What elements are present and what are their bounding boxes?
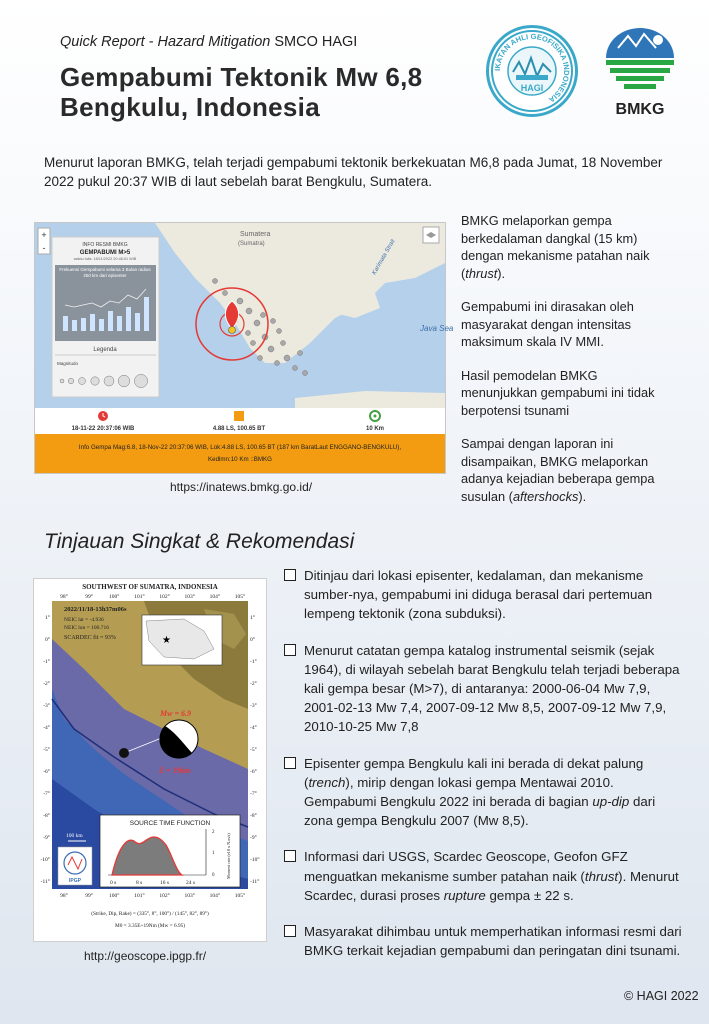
- ipgp-logo-text: IPGP: [69, 878, 81, 884]
- magnitudo-label: Magnitudo: [57, 361, 79, 366]
- recommendation-list: [284, 566, 684, 977]
- bmkg-emblem-icon: [600, 22, 680, 122]
- axis-tick-label: 1°: [45, 615, 50, 621]
- fig-foot-2: M0 = 3.35E+19Nm (Mw = 6.95): [114, 923, 186, 929]
- axis-tick-label: 0°: [250, 637, 255, 643]
- side-note-1: [461, 212, 661, 282]
- scardec-figure: [33, 578, 267, 942]
- axis-tick-label: -2°: [43, 681, 50, 687]
- side-note-3: Hasil pemodelan BMKG menunjukkan gempabumi ini tidak berpotensi tsunami: [461, 367, 655, 418]
- info-bar-line-2: Kedlmn:10 Km ::BMKG: [208, 456, 272, 463]
- axis-tick-label: -11°: [40, 879, 50, 885]
- kicker-label: Quick Report - Hazard Mitigation: [60, 34, 271, 50]
- axis-tick-label: 104°: [209, 594, 221, 600]
- kicker-org: SMCO HAGI: [274, 34, 358, 50]
- list-item-text: thrust: [584, 868, 619, 884]
- axis-tick-label: -5°: [43, 747, 50, 753]
- axis-tick-label: -6°: [250, 769, 257, 775]
- list-item-text: ), mirip dengan lokasi gempa Mentawai 2010. Gempabumi Bengkulu 2022 ini berada di bagian: [304, 774, 614, 810]
- list-item-text: Masyarakat dihimbau untuk memperhatikan informasi resmi dari BMKG terkait kejadian gempabumi dan peringatan dini tsunami.: [304, 924, 682, 959]
- axis-tick-label: -11°: [250, 879, 260, 885]
- fig-info-3: NEIC lon = 100.716: [64, 625, 109, 631]
- side-notes: [461, 212, 661, 521]
- axis-tick-label: 105°: [234, 893, 246, 899]
- axis-tick-label: -8°: [250, 813, 257, 819]
- report-kicker: [60, 34, 357, 50]
- map2-caption[interactable]: http://geoscope.ipgp.fr/: [84, 949, 207, 963]
- list-item: [284, 922, 684, 960]
- axis-tick-label: 0°: [45, 637, 50, 643]
- stf-x-8: 8 s: [136, 880, 143, 886]
- list-item-text: dari zona gempa Bengkulu 2007 (Mw 8,5).: [304, 794, 656, 829]
- axis-tick-label: 99°: [85, 594, 93, 600]
- legend-label: Legenda: [93, 347, 117, 353]
- side-note-4-em: aftershocks: [512, 488, 579, 504]
- axis-tick-label: -1°: [250, 659, 257, 665]
- copyright-credit: © HAGI 2022: [624, 989, 699, 1003]
- fig-info-4: SCARDEC fit = 93%: [64, 635, 116, 641]
- fig-info-2: NEIC lat = -4.936: [64, 617, 104, 623]
- place-sumatra: (Sumatra): [238, 241, 265, 247]
- axis-tick-label: 101°: [134, 893, 145, 899]
- zoom-out-button[interactable]: -: [42, 243, 46, 253]
- checkbox-icon: [284, 850, 296, 862]
- axis-tick-label: -5°: [250, 747, 257, 753]
- axis-tick-label: 105°: [234, 594, 246, 600]
- stf-y-2: 2: [212, 830, 215, 835]
- list-item: [284, 847, 684, 905]
- axis-tick-label: 100°: [109, 893, 120, 899]
- axis-tick-label: 104°: [209, 893, 221, 899]
- place-java-sea: Java Sea: [420, 324, 454, 333]
- place-karimata: Karimata Strait: [371, 238, 397, 276]
- location-icon: [234, 411, 244, 421]
- panel-title: INFO RESMI BMKG: [82, 242, 128, 248]
- side-note-1-end: ).: [497, 265, 506, 281]
- side-note-4: [461, 435, 661, 505]
- axis-tick-label: -4°: [250, 725, 257, 731]
- place-sumatera: Sumatera: [240, 231, 271, 238]
- list-item: [284, 754, 684, 831]
- svg-text:★: ★: [162, 635, 171, 646]
- list-item: [284, 641, 684, 737]
- intro-paragraph: Menurut laporan BMKG, telah terjadi gempabumi tektonik berkekuatan M6,8 pada Jumat, 18 November 2022 pukul 20:37 WIB di laut sebelah barat Bengkulu, Sumatera.: [44, 155, 663, 189]
- panel-subtitle: GEMPABUMI M>5: [79, 250, 131, 256]
- bmkg-logo-text: BMKG: [615, 101, 665, 118]
- hist-title: Frekuensi Gempabumi selama 3 Bulan radius 250 km dari episenter: [59, 267, 151, 278]
- stf-x-0: 0 s: [110, 880, 117, 886]
- axis-tick-label: -10°: [40, 857, 50, 863]
- fig-title: SOUTHWEST OF SUMATRA, INDONESIA: [82, 583, 218, 591]
- side-note-1-em: thrust: [465, 265, 498, 281]
- axis-tick-label: -1°: [43, 659, 50, 665]
- hagi-emblem-icon: [486, 25, 578, 117]
- list-item-text: Informasi dari USGS, Scardec Geoscope, Geofon GFZ menguatkan mekanisme sumber patahan naik (: [304, 849, 628, 884]
- axis-tick-label: 98°: [60, 594, 68, 600]
- axis-tick-label: -8°: [43, 813, 50, 819]
- axis-tick-label: 103°: [184, 594, 195, 600]
- hagi-logo-text: HAGI: [520, 83, 544, 93]
- page-title: [60, 62, 422, 122]
- side-note-4-end: ).: [578, 488, 587, 504]
- axis-tick-label: -10°: [250, 857, 260, 863]
- title-line-2: Bengkulu, Indonesia: [60, 92, 320, 122]
- checkbox-icon: [284, 925, 296, 937]
- axis-tick-label: 1°: [250, 615, 255, 621]
- axis-tick-label: -6°: [43, 769, 50, 775]
- axis-tick-label: 100°: [109, 594, 120, 600]
- panel-small: waktu tulis: 18/11/2022 20:46:51 WIB: [73, 257, 137, 261]
- list-item-text: trench: [308, 774, 346, 790]
- axis-tick-label: -2°: [250, 681, 257, 687]
- list-item-text: gempa ± 22 s.: [485, 887, 574, 903]
- axis-tick-label: 102°: [159, 594, 170, 600]
- axis-tick-label: -9°: [250, 835, 257, 841]
- map1-caption[interactable]: https://inatews.bmkg.go.id/: [170, 480, 313, 494]
- bmkg-map-screenshot: [34, 222, 454, 474]
- list-item-text: ). Menurut Scardec, durasi proses: [304, 868, 679, 903]
- hagi-ring-text: IKATAN AHLI GEOFISIKA INDONESIA: [492, 31, 572, 105]
- checkbox-icon: [284, 757, 296, 769]
- stf-x-16: 16 s: [160, 880, 170, 886]
- list-item-text: up-dip: [592, 794, 630, 810]
- axis-tick-label: 99°: [85, 893, 93, 899]
- stf-ylabel: Moment rate (e18 x N.m/s): [226, 833, 231, 879]
- info-bar-line-1: Info Gempa Mag:6.8, 18-Nov-22 20:37:06 WIB, Lok:4.88 LS, 100.65 BT (187 km BaratLaut ENGGANO-BENGKULU),: [78, 444, 402, 451]
- axis-tick-label: -3°: [250, 703, 257, 709]
- fig-foot-1: (Strike, Dip, Rake) = (335°, 8°, 100°) / (145°, 82°, 89°): [91, 911, 209, 917]
- section-title: Tinjauan Singkat & Rekomendasi: [44, 530, 355, 553]
- scale-label: 100 km: [66, 833, 83, 839]
- title-line-1: Gempabumi Tektonik Mw 6,8: [60, 62, 423, 92]
- axis-tick-label: -9°: [43, 835, 50, 841]
- list-item: [284, 566, 684, 624]
- mw-label: Mw = 6.9: [160, 709, 192, 718]
- axis-tick-label: -7°: [250, 791, 257, 797]
- zoom-in-button[interactable]: +: [41, 230, 47, 240]
- stf-y-1: 1: [212, 851, 215, 856]
- stf-title: SOURCE TIME FUNCTION: [129, 820, 211, 827]
- depth-label: Z = 19km: [159, 766, 191, 775]
- info-location: 4.88 LS, 100.65 BT: [212, 426, 266, 432]
- list-item-text: Ditinjau dari lokasi episenter, kedalaman, dan mekanisme sumber-nya, gempabumi ini diduga berasal dari pertemuan lempeng tektonik (zona subduksi).: [304, 568, 653, 622]
- stf-x-24: 24 s: [186, 880, 196, 886]
- axis-tick-label: -7°: [43, 791, 50, 797]
- axis-tick-label: 98°: [60, 893, 68, 899]
- checkbox-icon: [284, 569, 296, 581]
- axis-tick-label: 101°: [134, 594, 145, 600]
- side-note-1-text: BMKG melaporkan gempa berkedalaman dangkal (15 km) dengan mekanisme patahan naik (: [461, 213, 650, 281]
- info-depth: 10 Km: [365, 426, 385, 432]
- axis-tick-label: 102°: [159, 893, 170, 899]
- axis-tick-label: 103°: [184, 893, 195, 899]
- info-time: 18-11-22 20:37:06 WIB: [71, 426, 135, 432]
- side-note-2: Gempabumi ini dirasakan oleh masyarakat dengan intensitas maksimum skala IV MMI.: [461, 299, 634, 349]
- stf-y-0: 0: [212, 873, 215, 878]
- list-item-text: Menurut catatan gempa katalog instrumental seismik (sejak 1964), di wilayah sebelah barat Bengkulu telah terjadi beberapa kali gempa besar (M>7), di antaranya: 2000-06-04 Mw 7,9, 2001-02-13 Mw 7,4, 2007-09-12 Mw 8,5, 2007-09-12 Mw 7,9, 2010-10-25 Mw 7,8: [304, 642, 680, 735]
- list-item-text: Episenter gempa Bengkulu kali ini berada di dekat palung (: [304, 755, 644, 790]
- list-item-text: rupture: [443, 887, 486, 903]
- side-note-4-text: Sampai dengan laporan ini disampaikan, BMKG melaporkan adanya kejadian beberapa gempa susulan (: [461, 436, 655, 504]
- checkbox-icon: [284, 644, 296, 656]
- fig-info-1: 2022/11/18-13h37m06s: [64, 606, 127, 613]
- axis-tick-label: -4°: [43, 725, 50, 731]
- axis-tick-label: -3°: [43, 703, 50, 709]
